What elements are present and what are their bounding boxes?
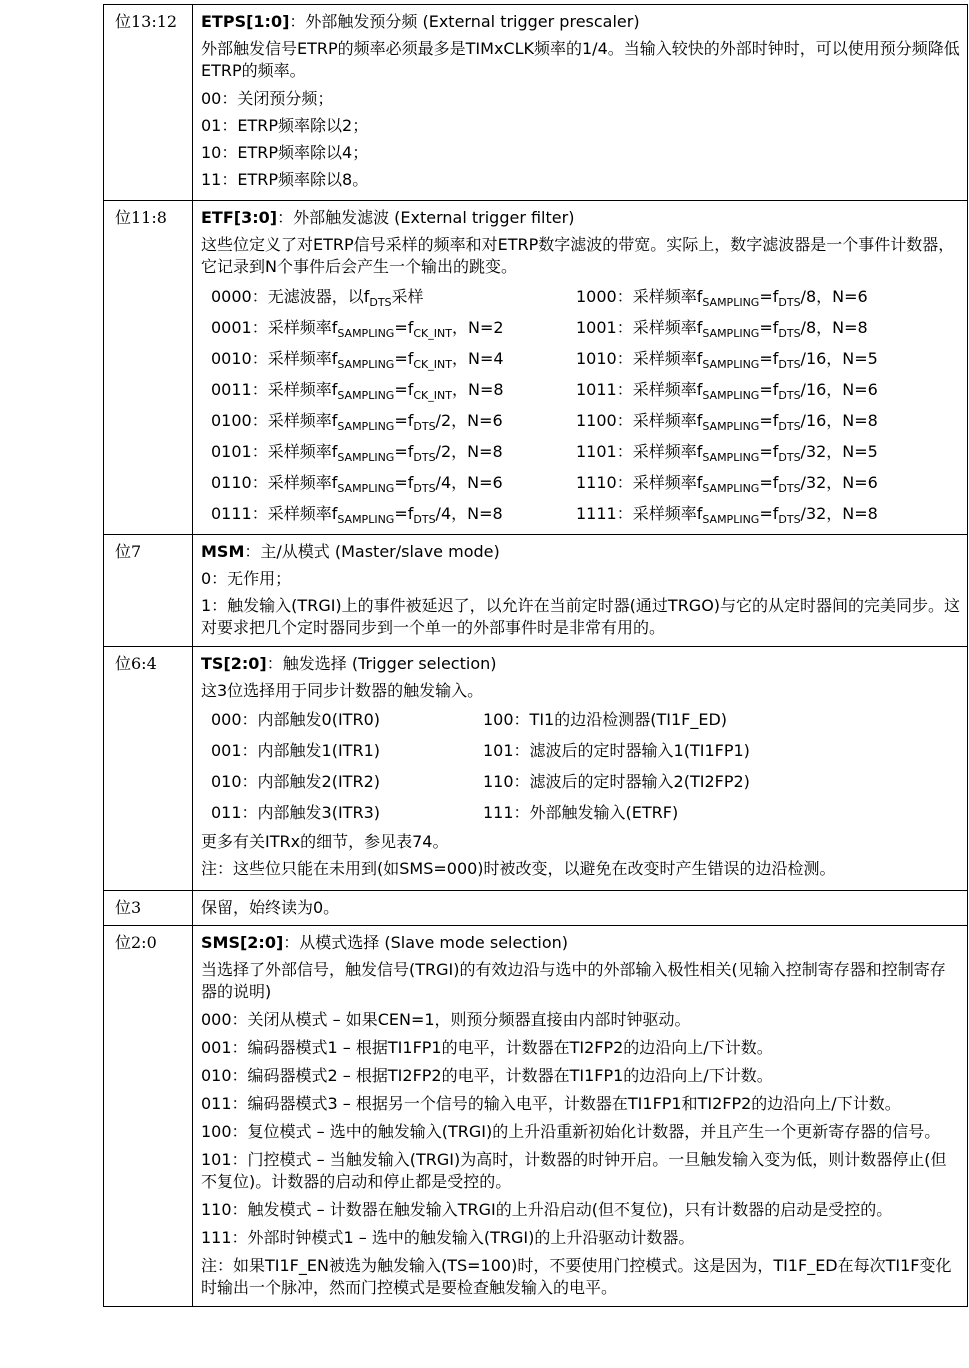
field-description: 保留，始终读为0。 — [201, 898, 340, 917]
field-title: ETF[3:0]：外部触发滤波 (External trigger filter) — [201, 208, 575, 227]
mode-line: 000：关闭从模式 – 如果CEN=1，则预分频器直接由内部时钟驱动。 — [201, 1010, 691, 1029]
field-title: ETPS[1:0]：外部触发预分频 (External trigger prescaler) — [201, 12, 640, 31]
mode-line: 111：外部时钟模式1 – 选中的触发输入(TRGI)的上升沿驱动计数器。 — [201, 1228, 695, 1247]
mode-line: 100：复位模式 – 选中的触发输入(TRGI)的上升沿重新初始化计数器，并且产生一个更新寄存器的信号。 — [201, 1122, 941, 1141]
mode-line: 001：编码器模式1 – 根据TI1FP1的电平，计数器在TI2FP2的边沿向上/下计数。 — [201, 1038, 773, 1057]
trigger-option: 010：内部触发2(ITR2) — [211, 772, 380, 791]
table-row — [104, 891, 968, 926]
filter-option: 0011：采样频率$f_{SAMPLING}=f_{CK\_INT}$，N=8 — [211, 380, 504, 402]
bit-description-table — [103, 4, 968, 1307]
filter-option: 0110：采样频率$f_{SAMPLING}=f_{DTS}/4$，N=6 — [211, 473, 503, 495]
filter-option: 0001：采样频率$f_{SAMPLING}=f_{CK\_INT}$，N=2 — [211, 318, 504, 340]
field-description: 1：触发输入(TRGI)上的事件被延迟了，以允许在当前定时器(通过TRGO)与它的从定时器间的完美同步。这对要求把几个定时器同步到一个单一的外部事件时是非常有用的。 — [201, 596, 961, 637]
field-title: TS[2:0]：触发选择 (Trigger selection) — [201, 654, 497, 673]
table-row — [104, 5, 968, 201]
field-note: 更多有关ITRx的细节，参见表74。 — [201, 832, 449, 851]
option-line: 11：ETRP频率除以8。 — [201, 170, 369, 189]
field-note: 注：这些位只能在未用到(如SMS=000)时被改变，以避免在改变时产生错误的边沿检测。 — [201, 859, 836, 878]
table-row — [104, 926, 968, 1307]
filter-option: 0010：采样频率$f_{SAMPLING}=f_{CK\_INT}$，N=4 — [211, 349, 504, 371]
filter-option: 1011：采样频率$f_{SAMPLING}=f_{DTS}/16$，N=6 — [576, 380, 878, 402]
mode-line: 101：门控模式 – 当触发输入(TRGI)为高时，计数器的时钟开启。一旦触发输入变为低，则计数器停止(但不复位)。计数器的启动和停止都是受控的。 — [201, 1150, 947, 1191]
bit-range: 位7 — [115, 542, 142, 561]
filter-option: 0000：无滤波器，以$f_{DTS}$采样 — [211, 287, 424, 309]
mode-line: 011：编码器模式3 – 根据另一个信号的输入电平，计数器在TI1FP1和TI2FP2的边沿向上/下计数。 — [201, 1094, 901, 1113]
bit-range: 位3 — [115, 898, 142, 917]
trigger-option: 101：滤波后的定时器输入1(TI1FP1) — [483, 741, 750, 760]
filter-option: 0111：采样频率$f_{SAMPLING}=f_{DTS}/4$，N=8 — [211, 504, 503, 526]
bit-range: 位13:12 — [115, 12, 178, 31]
bit-range: 位2:0 — [115, 933, 157, 952]
table-row — [104, 647, 968, 891]
filter-option: 0100：采样频率$f_{SAMPLING}=f_{DTS}/2$，N=6 — [211, 411, 503, 433]
field-description: 这些位定义了对ETRP信号采样的频率和对ETRP数字滤波的带宽。实际上，数字滤波器是一个事件计数器，它记录到N个事件后会产生一个输出的跳变。 — [201, 235, 955, 276]
field-description: 当选择了外部信号，触发信号(TRGI)的有效边沿与选中的外部输入极性相关(见输入控制寄存器和控制寄存器的说明) — [201, 960, 946, 1001]
filter-option-grid — [201, 281, 961, 529]
option-line: 00：关闭预分频； — [201, 89, 334, 108]
trigger-option: 111：外部触发输入(ETRF) — [483, 803, 679, 822]
field-note: 注：如果TI1F_EN被选为触发输入(TS=100)时，不要使用门控模式。这是因为，TI1F_ED在每次TI1F变化时输出一个脉冲，然而门控模式是要检查触发输入的电平。 — [201, 1256, 952, 1297]
option-line: 10：ETRP频率除以4； — [201, 143, 369, 162]
filter-option: 0101：采样频率$f_{SAMPLING}=f_{DTS}/2$，N=8 — [211, 442, 503, 464]
filter-option: 1000：采样频率$f_{SAMPLING}=f_{DTS}/8$，N=6 — [576, 287, 868, 309]
filter-option: 1010：采样频率$f_{SAMPLING}=f_{DTS}/16$，N=5 — [576, 349, 878, 371]
filter-option: 1100：采样频率$f_{SAMPLING}=f_{DTS}/16$，N=8 — [576, 411, 878, 433]
trigger-option: 110：滤波后的定时器输入2(TI2FP2) — [483, 772, 750, 791]
option-line: 01：ETRP频率除以2； — [201, 116, 369, 135]
filter-option: 1101：采样频率$f_{SAMPLING}=f_{DTS}/32$，N=5 — [576, 442, 878, 464]
field-title: MSM：主/从模式 (Master/slave mode) — [201, 542, 500, 561]
trigger-option: 100：TI1的边沿检测器(TI1F_ED) — [483, 710, 728, 729]
trigger-option: 001：内部触发1(ITR1) — [211, 741, 380, 760]
bit-range: 位11:8 — [115, 208, 167, 227]
filter-option: 1110：采样频率$f_{SAMPLING}=f_{DTS}/32$，N=6 — [576, 473, 878, 495]
trigger-option: 011：内部触发3(ITR3) — [211, 803, 380, 822]
field-intro: 这3位选择用于同步计数器的触发输入。 — [201, 681, 484, 700]
trigger-option-grid — [201, 704, 961, 828]
filter-option: 1001：采样频率$f_{SAMPLING}=f_{DTS}/8$，N=8 — [576, 318, 868, 340]
table-row — [104, 201, 968, 535]
table-row — [104, 535, 968, 647]
trigger-option: 000：内部触发0(ITR0) — [211, 710, 380, 729]
field-title: SMS[2:0]：从模式选择 (Slave mode selection) — [201, 933, 569, 952]
mode-line: 010：编码器模式2 – 根据TI2FP2的电平，计数器在TI1FP1的边沿向上/下计数。 — [201, 1066, 773, 1085]
option-line: 0：无作用； — [201, 569, 292, 588]
mode-line: 110：触发模式 – 计数器在触发输入TRGI的上升沿启动(但不复位)，只有计数器的启动是受控的。 — [201, 1200, 893, 1219]
field-description: 外部触发信号ETRP的频率必须最多是TIMxCLK频率的1/4。当输入较快的外部时钟时，可以使用预分频降低ETRP的频率。 — [201, 39, 960, 80]
bit-range: 位6:4 — [115, 654, 157, 673]
filter-option: 1111：采样频率$f_{SAMPLING}=f_{DTS}/32$，N=8 — [576, 504, 878, 526]
register-description-document — [103, 4, 967, 1307]
